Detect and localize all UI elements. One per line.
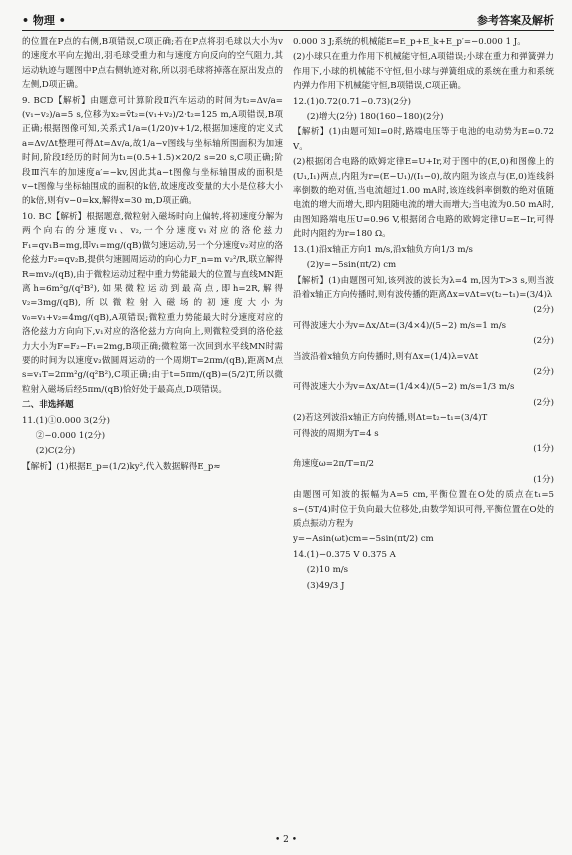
score-mark: (2分) (533, 305, 554, 316)
answer-q11-2: ②−0.000 1(2分) (35, 430, 106, 441)
answer-q13-1: 13.(1)沿x轴正方向1 m/s,沿x轴负方向1/3 m/s (293, 244, 473, 255)
left-column (22, 35, 283, 825)
paragraph-q9: 9. BCD【解析】由题意可计算阶段Ⅱ汽车运动的时间为t₂=Δv/a=(v₁−v₂)/a=5 s,位移为x₂=v̄t₂=(v₁+v₂)/2·t₂=125 m,A项错误,B项正确;根据图像可知,关系式1/a=(1/20)v+1/2,根据加速度的定义式a=Δv/Δt整理可得Δt=Δv/a,故1/a−v图线与坐标轴所围面积为加速时间,阶段Ⅰ经历的时间为t₁=(0.5+1.5)×20/2 s=20 s,C项正确;阶段Ⅲ汽车的加速度a′=−kv,因此其a−t图像与坐标轴围成的面积是v−t图像与坐标轴围成的面积的k倍,故速度改变量的大小是位移大小的k倍,则有v−0=kx,解得x=30 m,D项正确。 (22, 95, 283, 207)
paragraph-q8-tail: 的位置在P点的右侧,B项错误,C项正确;若在P点将羽毛球以大小为v的速度水平向左抛出,羽毛球受重力和与速度方向反向的空气阻力,其运动轨迹与题图中P点右侧轨迹对称,所以羽毛球将掉落在原出发点的左侧,D项正确。 (22, 37, 283, 91)
paragraph-q10: 10. BC【解析】根据题意,微粒射入磁场时向上偏转,将初速度分解为两个向右的分速度v₁、v₂,一个分速度v₁对应的洛伦兹力F₁=qv₁B=mg,即v₁=mg/(qB)做匀速运动,另一个分速度v₂对应的洛伦兹力F₂=qv₂B,提供匀速圆周运动的向心力F_n=m v₂²/R,联立解得R=mv₂/(qB),由于微粒运动过程中重力势能最大的位置与直线MN距离h=6m²g/(q²B²),如果微粒运动到最高点,即h=2R,解得v₂=3mg/(qB),所以微粒射入磁场的初速度大小为v₀=v₁+v₂=4mg/(qB),A项错误;微粒重力势能最大时分速度对应的洛伦兹力方向向下,v₁对应的洛伦兹力方向向上,则微粒受到的洛伦兹力大小为F=F₂−F₁=2mg,B项正确;微粒第一次回到水平线MN时需要的时间为以速度v₂做圆周运动的一个周期T=2πm/(qB),距离M点s=v₁T=2πm²g/(q²B²),C项正确;由于t=5πm/(qB)=(5/2)T,所以微粒射入磁场后经5πm/(qB)恰好处于最高点,D项错误。 (22, 211, 283, 395)
score-mark: (2分) (533, 397, 554, 408)
analysis-q13-9: y=−Asin(ωt)cm=−5sin(πt/2) cm (293, 534, 434, 545)
subject-label: • 物理 • (22, 14, 66, 27)
analysis-q13-8: 由题图可知波的振幅为A=5 cm,平衡位置在O处的质点在t₁=5 s−(5T/4)时位于负向最大位移处,由数学知识可得,平衡位置在O处的质点振动方程为 (293, 490, 554, 529)
score-line-3 (293, 365, 554, 379)
analysis-q13-4: 可得波速大小为v=Δx/Δt=(1/4×4)/(5−2) m/s=1/3 m/s (293, 382, 515, 393)
answer-q12-1: 12.(1)0.72(0.71~0.73)(2分) (293, 96, 411, 107)
right-column (293, 35, 554, 825)
analysis-q13-5: (2)若这列波沿x轴正方向传播,则Δt=t₂−t₁=(3/4)T (293, 413, 488, 424)
paragraph-q11-cont: 0.000 3 J;系统的机械能E=E_p+E_k+E_p′=−0.000 1 J。 (293, 37, 526, 47)
answer-q11-3: (2)C(2分) (35, 446, 76, 457)
analysis-q12-2: (2)根据闭合电路的欧姆定律E=U+Ir,对于图中的(E,0)和图像上的(U₁,I₁)两点,内阻为r=(E−U₁)/(I₁−0),故内阻为该点与(E,0)连线斜率倒数的绝对值,当电流超过1.00 mA时,该连线斜率倒数的绝对值随电流的增大而增大,即内阻随电流的增大而增大;当电流为0.50 mA时,由图知路端电压U=0.96 V,根据闭合电路的欧姆定律U=E−Ir,可得此时内阻约为r=180 Ω。 (293, 157, 554, 240)
analysis-q12-1: 【解析】(1)由题可知I=0时,路端电压等于电池的电动势为E=0.72 V。 (293, 127, 554, 152)
score-line-4 (293, 396, 554, 410)
section-heading: 二、非选择题 (22, 400, 74, 411)
answer-q12-2: (2)增大(2分) 180(160~180)(2分) (306, 112, 444, 123)
answer-q11-1: 11.(1)①0.000 3(2分) (22, 415, 111, 426)
answer-q13-2: (2)y=−5sin(πt/2) cm (306, 260, 397, 271)
page-number: • 2 • (274, 835, 298, 845)
answer-q14-1: 14.(1)−0.375 V 0.375 A (293, 549, 396, 560)
answer-q14-3: (3)49/3 J (306, 580, 345, 591)
analysis-q13-1: 【解析】(1)由题图可知,该列波的波长为λ=4 m,因为T>3 s,则当波沿着x轴正方向传播时,则有波传播的距离Δx=vΔt=v(t₂−t₁)=(3/4)λ (293, 275, 554, 300)
score-line-5 (293, 442, 554, 456)
analysis-q13-7: 角速度ω=2π/T=π/2 (293, 459, 374, 470)
score-mark: (1分) (533, 474, 554, 485)
score-line-1 (293, 303, 554, 317)
paragraph-q11-2: (2)小球只在重力作用下机械能守恒,A项错误;小球在重力和弹簧弹力作用下,小球的机械能不守恒,但小球与弹簧组成的系统在重力和系统内弹力作用下机械能守恒,B项错误,C项正确。 (293, 52, 554, 92)
analysis-q13-3: 当波沿着x轴负方向传播时,则有Δx=(1/4)λ=vΔt (293, 351, 479, 362)
header-title: 参考答案及解析 (477, 14, 554, 27)
score-mark: (2分) (533, 366, 554, 377)
score-mark: (1分) (533, 443, 554, 454)
score-line-6 (293, 473, 554, 487)
two-column-body (22, 35, 554, 825)
analysis-q13-2: 可得波速大小为v=Δx/Δt=(3/4×4)/(5−2) m/s=1 m/s (293, 320, 507, 331)
answer-q14-2: (2)10 m/s (306, 565, 349, 576)
score-mark: (2分) (533, 336, 554, 347)
analysis-q13-6: 可得波的周期为T=4 s (293, 428, 379, 439)
page-header (22, 8, 554, 31)
score-line-2 (293, 334, 554, 348)
analysis-q11: 【解析】(1)根据E_p=(1/2)ky²,代入数据解得E_p≈ (22, 461, 221, 472)
